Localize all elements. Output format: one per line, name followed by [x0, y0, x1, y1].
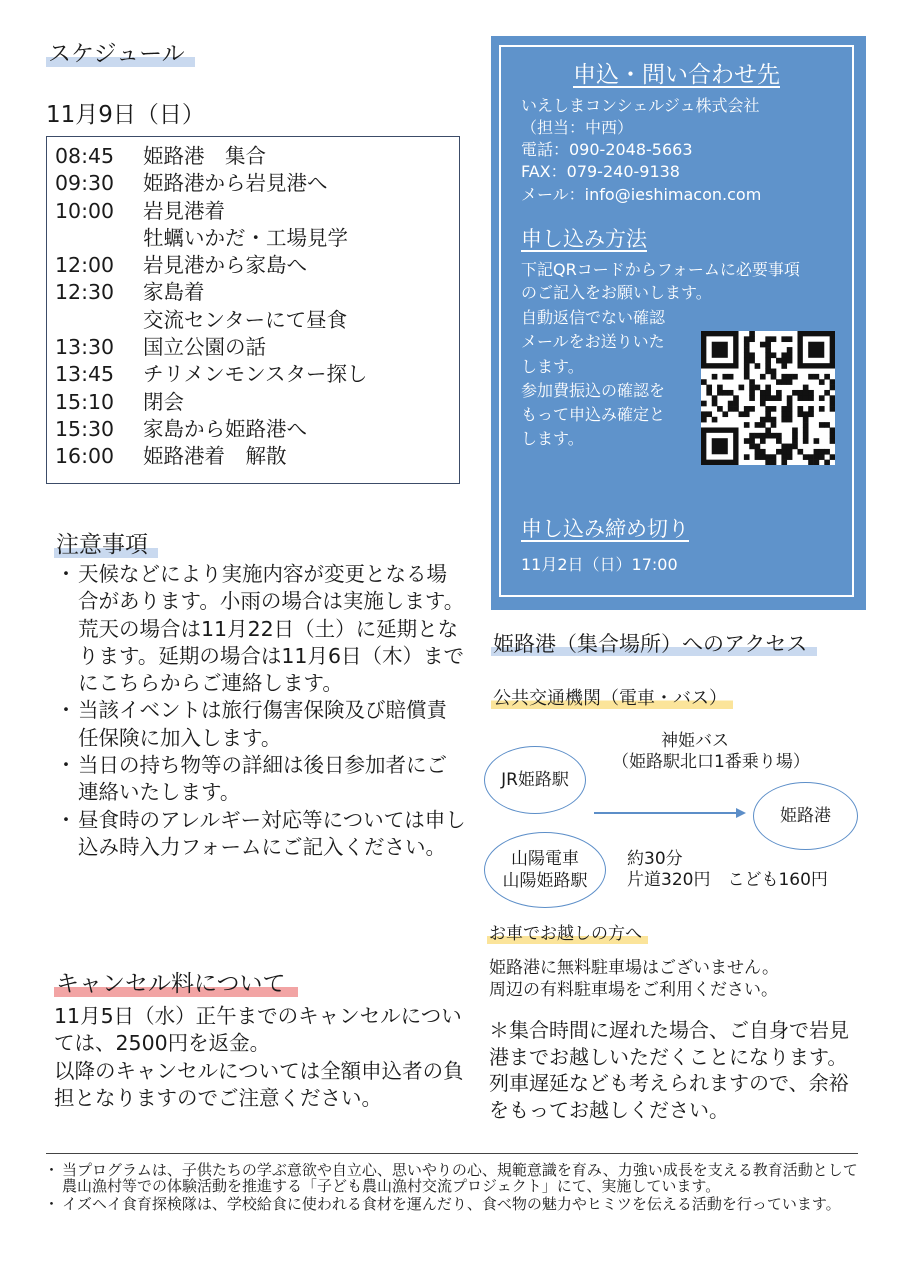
schedule-row	[55, 198, 459, 225]
schedule-time: 10:00	[55, 198, 115, 223]
footer-note-text: 当プログラムは、子供たちの学ぶ意欲や自立心、思いやりの心、規範意識を育み、力強い成長を支える教育活動として農山漁村等での体験活動を推進する「子ども農山漁村交流プロジェクト」にて、実施しています。	[62, 1161, 858, 1195]
schedule-row	[55, 279, 459, 306]
footer-divider	[46, 1153, 858, 1154]
notes-heading: 注意事項	[54, 531, 158, 561]
travel-duration: 約30分	[627, 849, 683, 869]
deadline-title: 申し込み締め切り	[521, 517, 689, 541]
note-item	[54, 807, 466, 862]
cancel-refund-text: 11月5日（水）正午までのキャンセルについては、2500円を返金。	[54, 1004, 462, 1056]
schedule-row	[55, 389, 459, 416]
travel-fare: 片道320円 こども160円	[627, 870, 828, 890]
bus-name-wrap	[0, 731, 905, 753]
contact-person: （担当：中西）	[521, 118, 634, 137]
note-item	[54, 752, 466, 807]
auto-reply-line: します。	[521, 429, 584, 449]
cancel-heading: キャンセル料について	[54, 970, 298, 1000]
contact-panel	[491, 36, 866, 610]
note-text: 天候などにより実施内容が変更となる場合があります。小雨の場合は実施します。荒天の場合は11月22日（土）に延期となります。延期の場合は11月6日（木）までにこちらからご連絡します。	[78, 562, 465, 696]
destination-label: 姫路港	[780, 806, 831, 826]
station-sanyo-line-2: 山陽姫路駅	[502, 871, 588, 891]
note-text: 当日の持ち物等の詳細は後日参加者にご連絡いたします。	[78, 753, 447, 805]
schedule-time	[55, 225, 143, 252]
auto-reply-text	[521, 306, 665, 452]
contact-title: 申込・問い合わせ先	[573, 62, 780, 88]
schedule-row	[55, 416, 459, 443]
schedule-activity: 岩見港から家島へ	[143, 253, 307, 278]
note-bullet: ・	[55, 562, 77, 586]
auto-reply-line: メールをお送りいた	[521, 332, 665, 352]
qr-code-image	[701, 331, 835, 465]
schedule-activity: 家島着	[143, 280, 205, 305]
auto-reply-line: もって申込み確定と	[521, 405, 666, 425]
schedule-activity: 閉会	[143, 389, 184, 414]
schedule-time	[55, 307, 143, 334]
schedule-activity: チリメンモンスター探し	[143, 362, 368, 387]
station-jr-label: JR姫路駅	[501, 770, 569, 790]
footer-bullet: ・	[44, 1161, 60, 1179]
route-arrow	[592, 806, 748, 820]
schedule-activity: 国立公園の話	[143, 335, 266, 360]
schedule-activity: 交流センターにて昼食	[143, 307, 348, 332]
auto-reply-line: 自動返信でない確認	[521, 308, 666, 327]
contact-company: いえしまコンシェルジュ株式会社	[521, 96, 760, 115]
deadline-date: 11月2日（日）17:00	[521, 555, 678, 574]
schedule-activity: 姫路港着 解散	[143, 444, 287, 469]
note-bullet: ・	[55, 698, 77, 723]
schedule-activity: 姫路港 集合	[143, 144, 266, 168]
destination-port	[753, 782, 858, 850]
schedule-row	[55, 361, 459, 388]
transit-label: 公共交通機関（電車・バス）	[491, 684, 733, 710]
auto-reply-line: 参加費振込の確認を	[521, 380, 666, 400]
bus-name: 神姫バス	[661, 731, 729, 751]
note-bullet: ・	[55, 753, 77, 778]
schedule-activity: 岩見港着	[143, 198, 225, 223]
schedule-time: 15:30	[55, 416, 115, 441]
station-sanyo	[484, 832, 606, 908]
method-line-1: 下記QRコードからフォームに必要事項	[521, 260, 800, 279]
note-bullet: ・	[55, 807, 77, 832]
schedule-time: 15:10	[55, 389, 115, 414]
footer-note	[44, 1162, 864, 1194]
access-heading: 姫路港（集合場所）へのアクセス	[491, 628, 817, 658]
schedule-time: 16:00	[55, 444, 115, 469]
schedule-activity: 姫路港から岩見港へ	[143, 171, 328, 196]
schedule-date: 11月9日（日）	[46, 102, 205, 128]
method-line-2: のご記入をお願いします。	[521, 283, 712, 302]
contact-email[interactable]: メール：info@ieshimacon.com	[521, 185, 762, 204]
cancel-text	[54, 1003, 466, 1112]
schedule-row	[55, 252, 459, 279]
note-text: 昼食時のアレルギー対応等については申し込み時入力フォームにご記入ください。	[78, 807, 466, 859]
schedule-row	[55, 307, 459, 334]
method-title: 申し込み方法	[521, 227, 647, 251]
schedule-row	[55, 170, 459, 197]
schedule-row	[55, 443, 459, 470]
schedule-table	[46, 136, 460, 484]
contact-fax: FAX：079-240-9138	[521, 162, 680, 181]
schedule-activity: 家島から姫路港へ	[143, 416, 307, 441]
station-jr	[484, 746, 586, 814]
schedule-time: 12:00	[55, 253, 115, 278]
schedule-time: 08:45	[55, 144, 115, 168]
station-sanyo-label	[503, 848, 588, 892]
note-text: 当該イベントは旅行傷害保険及び賠償責任保険に加入します。	[78, 698, 447, 750]
schedule-row	[55, 334, 459, 361]
car-line-2: 周辺の有料駐車場をご利用ください。	[489, 980, 778, 1000]
schedule-time: 12:30	[55, 280, 115, 305]
schedule-time: 09:30	[55, 171, 115, 196]
contact-panel-frame	[499, 45, 854, 597]
car-label: お車でお越しの方へ	[487, 919, 648, 944]
contact-phone[interactable]: 電話：090-2048-5663	[521, 140, 693, 159]
note-item	[54, 561, 466, 697]
qr-code[interactable]	[701, 331, 835, 465]
car-line-1: 姫路港に無料駐車場はございません。	[489, 958, 780, 978]
schedule-activity: 牡蠣いかだ・工場見学	[143, 225, 348, 250]
schedule-time: 13:30	[55, 335, 115, 360]
late-note: ＊集合時間に遅れた場合、ご自身で岩見港までお越しいただくことになります。列車遅延なども考えられますので、余裕をもってお越しください。	[489, 1018, 849, 1122]
footer-note	[44, 1196, 864, 1212]
schedule-time: 13:45	[55, 362, 115, 387]
bus-stop: （姫路駅北口1番乗り場）	[612, 752, 810, 772]
schedule-heading: スケジュール	[46, 40, 195, 70]
auto-reply-line: します。	[521, 356, 584, 376]
schedule-row	[55, 225, 459, 252]
footer-note-text: イズヘイ食育探検隊は、学校給食に使われる食材を運んだり、食べ物の魅力やヒミツを伝える活動を行っています。	[62, 1195, 841, 1213]
footer-bullet: ・	[44, 1195, 60, 1213]
cancel-fee-text: 以降のキャンセルについては全額申込者の負担となりますのでご注意ください。	[54, 1058, 464, 1110]
notes-list	[54, 561, 466, 861]
schedule-row	[55, 143, 459, 170]
station-sanyo-line-1: 山陽電車	[511, 849, 579, 869]
footer-notes	[44, 1162, 864, 1214]
